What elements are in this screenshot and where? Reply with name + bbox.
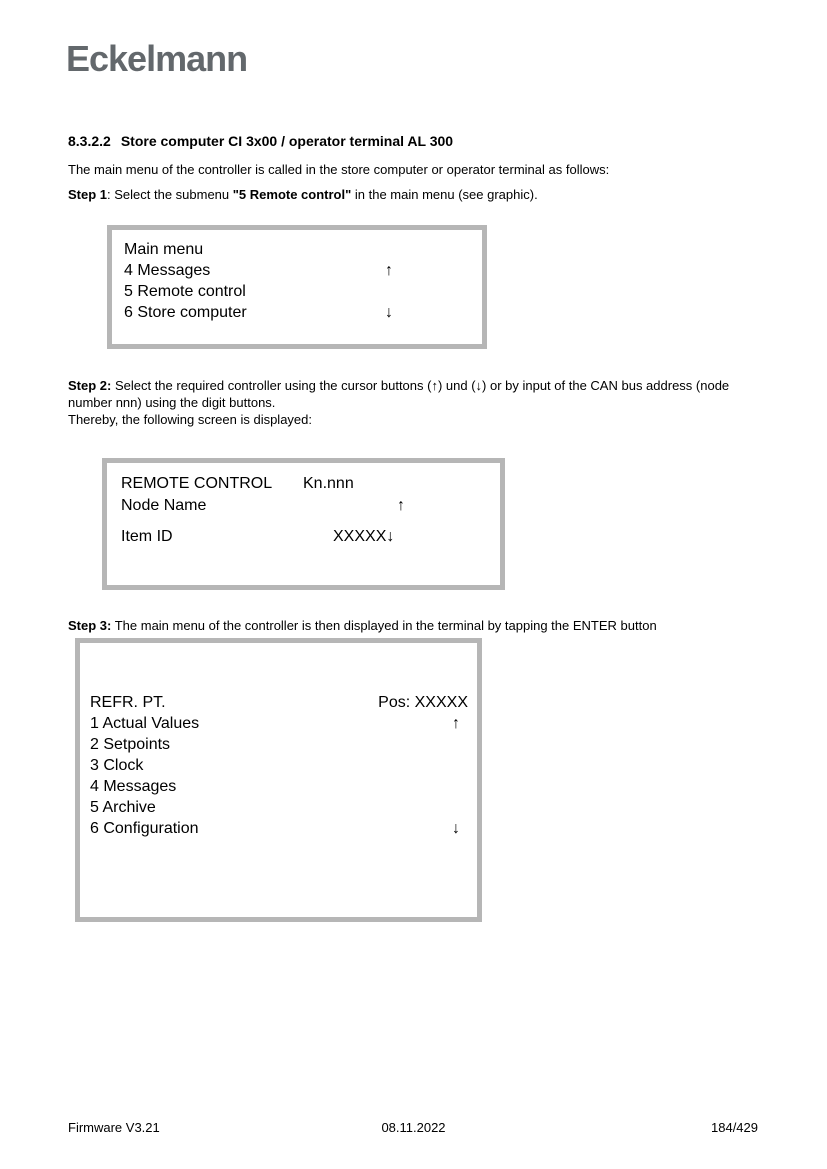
step1-label: Step 1 — [68, 187, 108, 202]
section-number: 8.3.2.2 — [68, 133, 111, 149]
page-footer — [0, 1120, 827, 1140]
screen-row — [90, 713, 468, 734]
section-title: Store computer CI 3x00 / operator terminal AL 300 — [120, 133, 454, 149]
screen-header-row — [90, 692, 468, 713]
arrow-up-icon: ↑ — [385, 262, 393, 279]
step3-paragraph — [68, 617, 768, 634]
step1-highlight: "5 Remote control" — [232, 187, 352, 202]
step1-pre-text: : Select the submenu — [107, 187, 233, 202]
step2-line2: Thereby, the following screen is displayed: — [68, 412, 312, 427]
item-id-value: XXXXX↓ — [333, 528, 395, 545]
screen-row — [121, 473, 500, 495]
screen-row — [121, 495, 500, 517]
item-id-label: Item ID — [121, 528, 173, 545]
screen-row — [90, 776, 468, 797]
eckelmann-logo: Eckelmann — [66, 38, 248, 79]
screen-row — [124, 260, 482, 281]
screen-row — [90, 797, 468, 818]
screen-controller-menu — [75, 638, 482, 922]
menu-item-label: 6 Store computer — [124, 304, 247, 321]
step2-text: Select the required controller using the cursor buttons (↑) und (↓) or by input of the CAN bus address (node number nnn) using the digit buttons. — [68, 378, 730, 410]
screen-title: REMOTE CONTROL — [121, 475, 273, 492]
menu-item-label: Main menu — [124, 241, 204, 258]
arrow-down-icon: ↓ — [385, 304, 393, 321]
section-heading — [68, 133, 453, 149]
controller-name-label: REFR. PT. — [90, 694, 166, 711]
screen-row — [121, 526, 500, 548]
footer-firmware-version: Firmware V3.21 — [68, 1120, 160, 1135]
position-value: Pos: XXXXX — [378, 694, 468, 711]
menu-item-label: 4 Messages — [90, 778, 177, 795]
screen-row — [90, 734, 468, 755]
arrow-up-icon: ↑ — [452, 715, 460, 732]
screen-row — [90, 755, 468, 776]
step2-label: Step 2: — [68, 378, 112, 393]
menu-item-label: 5 Archive — [90, 799, 156, 816]
intro-paragraph: The main menu of the controller is called in the store computer or operator terminal as follows: — [68, 162, 610, 177]
menu-item-label: 4 Messages — [124, 262, 211, 279]
menu-item-label: 1 Actual Values — [90, 715, 200, 732]
screen-row — [90, 818, 468, 839]
menu-item-label: 2 Setpoints — [90, 736, 171, 753]
node-id-value: Kn.nnn — [303, 475, 354, 492]
screen-remote-control — [102, 458, 505, 590]
screen-row — [124, 239, 482, 260]
footer-date: 08.11.2022 — [381, 1120, 446, 1135]
footer-page-number: 184/429 — [711, 1120, 758, 1135]
step1-post-text: in the main menu (see graphic). — [351, 187, 538, 202]
step2-paragraph — [68, 377, 750, 428]
menu-item-label: 5 Remote control — [124, 283, 246, 300]
step1-paragraph — [68, 186, 768, 203]
menu-item-label: 6 Configuration — [90, 820, 199, 837]
screen-row — [124, 302, 482, 323]
arrow-down-icon: ↓ — [452, 820, 460, 837]
node-name-label: Node Name — [121, 497, 207, 514]
menu-item-label: 3 Clock — [90, 757, 144, 774]
step3-label: Step 3: — [68, 618, 112, 633]
screen-main-menu — [107, 225, 487, 349]
step3-text: The main menu of the controller is then displayed in the terminal by tapping the ENTER button — [111, 618, 657, 633]
screen-row — [124, 281, 482, 302]
arrow-up-icon: ↑ — [397, 497, 405, 514]
